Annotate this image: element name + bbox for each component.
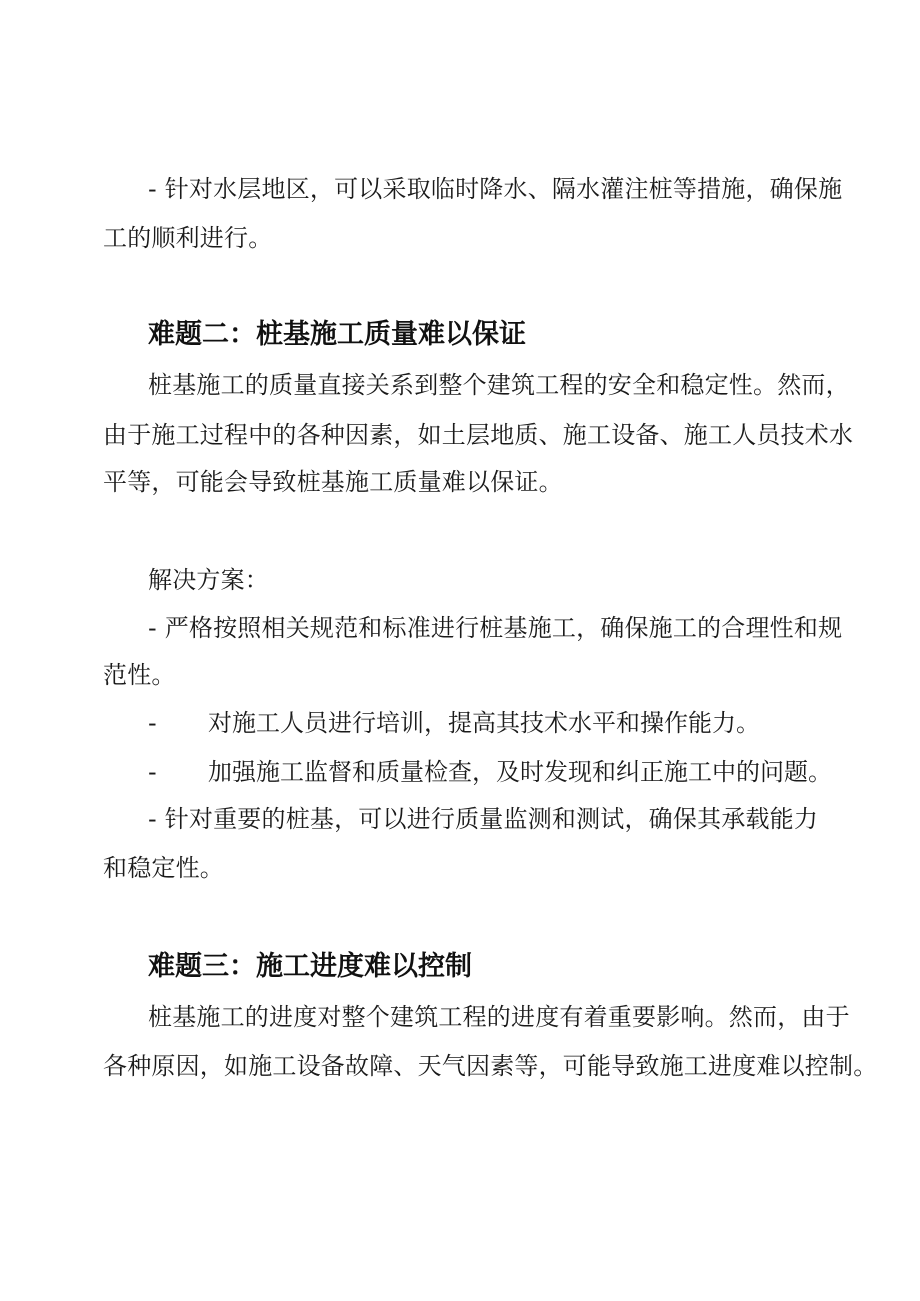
text-line: - 针对重要的桩基，可以进行质量监测和测试，确保其承载能力 — [148, 805, 819, 833]
list-dash: - — [148, 709, 157, 737]
text-line: - 针对水层地区，可以采取临时降水、隔水灌注桩等措施，确保施 — [148, 175, 843, 203]
text-line: 桩基施工的质量直接关系到整个建筑工程的安全和稳定性。然而， — [148, 371, 850, 399]
list-dash: - — [148, 758, 157, 786]
text-line: 由于施工过程中的各种因素，如土层地质、施工设备、施工人员技术水 — [103, 421, 854, 449]
solution-label: 解决方案： — [148, 566, 269, 594]
text-line: 工的顺利进行。 — [103, 224, 273, 252]
text-line: 平等，可能会导致桩基施工质量难以保证。 — [103, 468, 563, 496]
text-line: 和稳定性。 — [103, 854, 224, 882]
text-line: 范性。 — [103, 661, 176, 689]
list-item-text: 对施工人员进行培训，提高其技术水平和操作能力。 — [208, 709, 760, 737]
section-heading: 难题三：施工进度难以控制 — [148, 951, 472, 982]
text-line: 各种原因，如施工设备故障、天气因素等，可能导致施工进度难以控制。 — [103, 1052, 878, 1080]
list-item-text: 加强施工监督和质量检查，及时发现和纠正施工中的问题。 — [208, 758, 832, 786]
section-heading: 难题二：桩基施工质量难以保证 — [148, 319, 526, 350]
text-line: - 严格按照相关规范和标准进行桩基施工，确保施工的合理性和规 — [148, 614, 843, 642]
text-line: 桩基施工的进度对整个建筑工程的进度有着重要影响。然而，由于 — [148, 1003, 850, 1031]
